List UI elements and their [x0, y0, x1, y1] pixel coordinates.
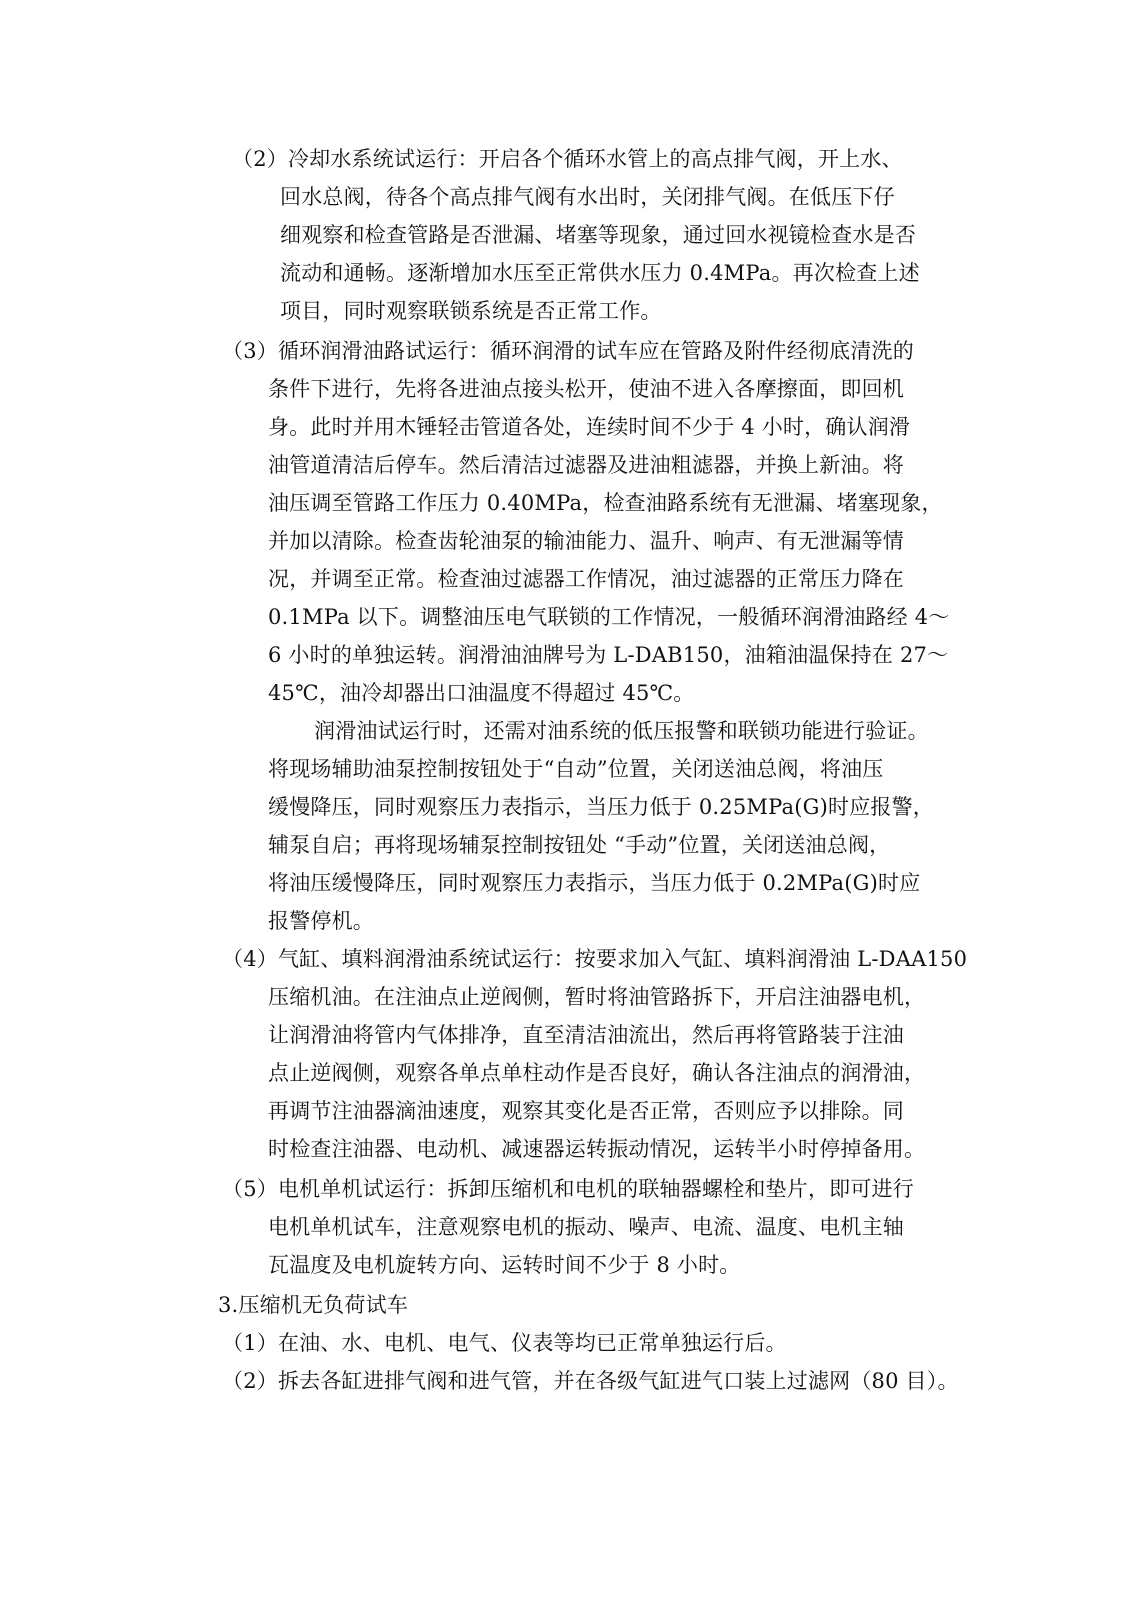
- item-4-line-1: （4）气缸、填料润滑油系统试运行：按要求加入气缸、填料润滑油 L-DAA150: [222, 947, 968, 971]
- step-2-line: （2）拆去各缸进排气阀和进气管，并在各级气缸进气口装上过滤网（80 目）。: [222, 1369, 959, 1393]
- item-5-line-1: （5）电机单机试运行：拆卸压缩机和电机的联轴器螺栓和垫片，即可进行: [222, 1177, 914, 1201]
- item-3-line-9: 6 小时的单独运转。润滑油油牌号为 L-DAB150，油箱油温保持在 27～: [268, 643, 949, 667]
- section-heading: 3.压缩机无负荷试车: [218, 1293, 409, 1317]
- item-3-line-8: 0.1MPa 以下。调整油压电气联锁的工作情况，一般循环润滑油路经 4～: [268, 605, 950, 629]
- item-3-line-3: 身。此时并用木锤轻击管道各处，连续时间不少于 4 小时，确认润滑: [268, 415, 911, 439]
- item-4-line-2: 压缩机油。在注油点止逆阀侧，暂时将油管路拆下，开启注油器电机，: [268, 985, 926, 1009]
- item-2-line-4: 流动和通畅。逐渐增加水压至正常供水压力 0.4MPa。再次检查上述: [280, 261, 920, 285]
- item-3-para2-line-3: 缓慢降压，同时观察压力表指示，当压力低于 0.25MPa(G)时应报警，: [268, 795, 935, 819]
- step-1-line: （1）在油、水、电机、电气、仪表等均已正常单独运行后。: [222, 1331, 787, 1355]
- item-4-line-5: 再调节注油器滴油速度，观察其变化是否正常，否则应予以排除。同: [268, 1099, 904, 1123]
- item-4-line-6: 时检查注油器、电动机、减速器运转振动情况，运转半小时停掉备用。: [268, 1137, 926, 1161]
- item-3-para2-line-2: 将现场辅助油泵控制按钮处于“自动”位置，关闭送油总阀，将油压: [268, 757, 884, 781]
- item-4-line-3: 让润滑油将管内气体排净，直至清洁油流出，然后再将管路装于注油: [268, 1023, 904, 1047]
- item-3-line-7: 况，并调至正常。检查油过滤器工作情况，油过滤器的正常压力降在: [268, 567, 904, 591]
- item-2-line-3: 细观察和检查管路是否泄漏、堵塞等现象，通过回水视镜检查水是否: [280, 223, 916, 247]
- item-3-line-6: 并加以清除。检查齿轮油泵的输油能力、温升、响声、有无泄漏等情: [268, 529, 904, 553]
- item-3-para2-line-6: 报警停机。: [268, 909, 374, 933]
- item-2-line-1: （2）冷却水系统试运行：开启各个循环水管上的高点排气阀，开上水、: [232, 147, 903, 171]
- item-3-line-2: 条件下进行，先将各进油点接头松开，使油不进入各摩擦面，即回机: [268, 377, 904, 401]
- item-4-line-4: 点止逆阀侧，观察各单点单柱动作是否良好，确认各注油点的润滑油，: [268, 1061, 926, 1085]
- item-3-para2-line-1: 润滑油试运行时，还需对油系统的低压报警和联锁功能进行验证。: [314, 719, 929, 743]
- item-3-line-5: 油压调至管路工作压力 0.40MPa，检查油路系统有无泄漏、堵塞现象，: [268, 491, 943, 515]
- item-3-line-1: （3）循环润滑油路试运行：循环润滑的试车应在管路及附件经彻底清洗的: [222, 339, 914, 363]
- item-5-line-2: 电机单机试车，注意观察电机的振动、噪声、电流、温度、电机主轴: [268, 1215, 904, 1239]
- item-5-line-3: 瓦温度及电机旋转方向、运转时间不少于 8 小时。: [268, 1253, 741, 1277]
- item-3-para2-line-4: 辅泵自启；再将现场辅泵控制按钮处 “手动”位置，关闭送油总阀，: [268, 833, 891, 857]
- item-3-line-10: 45℃，油冷却器出口油温度不得超过 45℃。: [268, 681, 695, 705]
- item-2-line-2: 回水总阀，待各个高点排气阀有水出时，关闭排气阀。在低压下仔: [280, 185, 895, 209]
- item-2-line-5: 项目，同时观察联锁系统是否正常工作。: [280, 299, 662, 323]
- item-3-line-4: 油管道清洁后停车。然后清洁过滤器及进油粗滤器，并换上新油。将: [268, 453, 904, 477]
- item-3-para2-line-5: 将油压缓慢降压，同时观察压力表指示，当压力低于 0.2MPa(G)时应: [268, 871, 921, 895]
